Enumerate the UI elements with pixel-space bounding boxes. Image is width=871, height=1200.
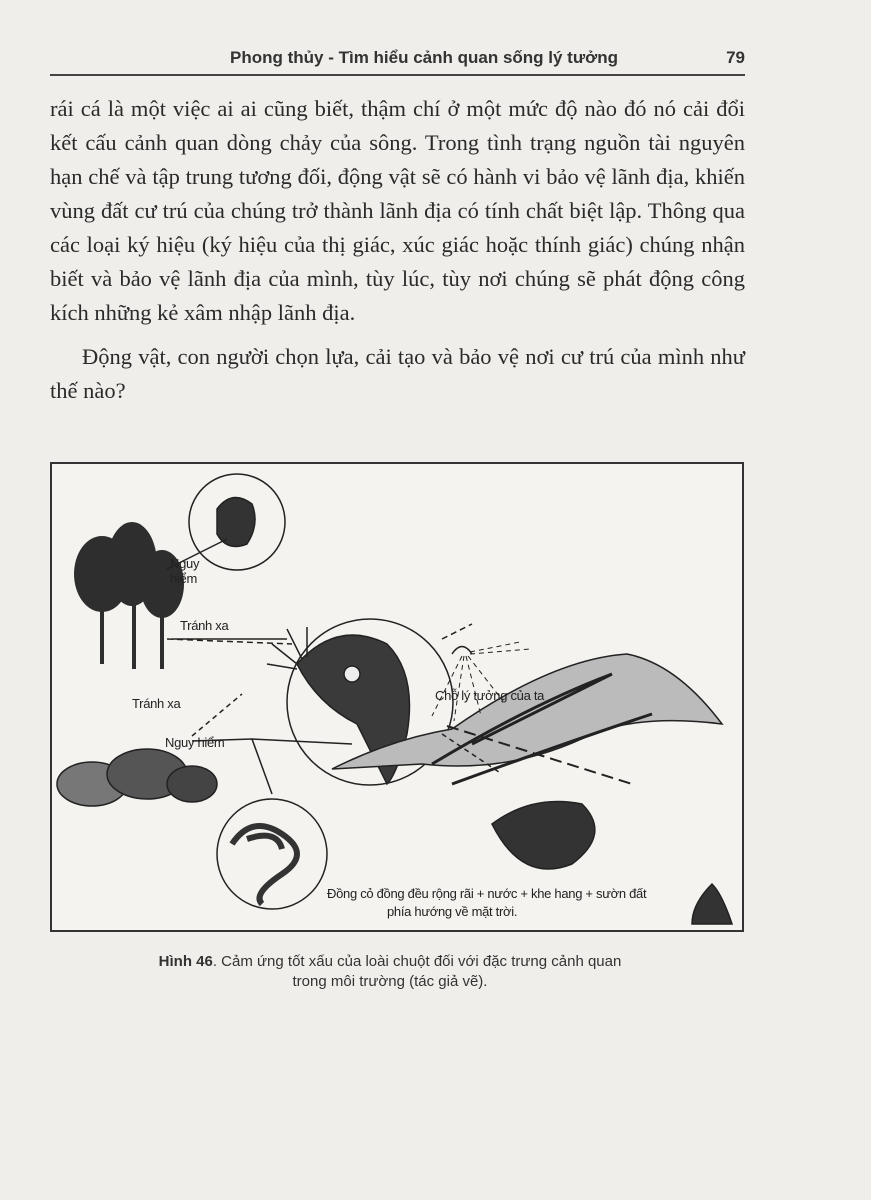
caption-number: Hình 46: [158, 953, 213, 970]
running-header: [230, 48, 745, 68]
snake-icon: [232, 826, 297, 904]
label-danger-top: Nguy hiểm: [170, 556, 200, 586]
body-text: [50, 92, 745, 408]
bushes-icon: [57, 749, 217, 806]
label-avoid-top: Tránh xa: [180, 618, 229, 633]
label-ideal-desc-1: Đồng cỏ đồng đều rộng rãi + nước + khe hang + sườn đất: [327, 886, 647, 901]
rock-icon: [692, 884, 732, 924]
page-number: 79: [726, 48, 745, 67]
header-title: Phong thủy - Tìm hiểu cảnh quan sống lý tưởng: [230, 48, 618, 67]
paragraph: Động vật, con người chọn lựa, cải tạo và bảo vệ nơi cư trú của mình như thế nào?: [50, 344, 745, 403]
paragraph: rái cá là một việc ai ai cũng biết, thậm chí ở một mức độ nào đó nó cải đổi kết cấu cảnh quan dòng chảy của sông. Trong tình trạng nguồn tài nguyên hạn chế và tập trung tương đối, động vật sẽ có hành vi bảo vệ lãnh địa, khiến vùng đất cư trú của chúng trở thành lãnh địa có tính chất biệt lập. Thông qua các loại ký hiệu (ký hiệu của thị giác, xúc giác hoặc thính giác) chúng nhận biết và bảo vệ lãnh địa của mình, tùy lúc, tùy nơi chúng sẽ phát động công kích những kẻ xâm nhập lãnh địa.: [50, 96, 745, 325]
label-ideal-place: Chỗ lý tưởng của ta: [435, 688, 545, 703]
trees-icon: [74, 522, 184, 669]
figure-caption: [155, 952, 625, 992]
label-danger-left: Nguy hiểm: [165, 735, 225, 750]
figure-illustration: [50, 462, 744, 932]
caption-text: . Cảm ứng tốt xấu của loài chuột đối với đặc trưng cảnh quan trong môi trường (tác giả vẽ).: [212, 953, 622, 990]
label-avoid-left: Tránh xa: [132, 696, 181, 711]
owl-icon: [217, 498, 255, 547]
snake-circle: [217, 799, 327, 909]
label-ideal-desc-2: phía hướng về mặt trời.: [387, 904, 518, 919]
header-rule: [50, 74, 745, 76]
